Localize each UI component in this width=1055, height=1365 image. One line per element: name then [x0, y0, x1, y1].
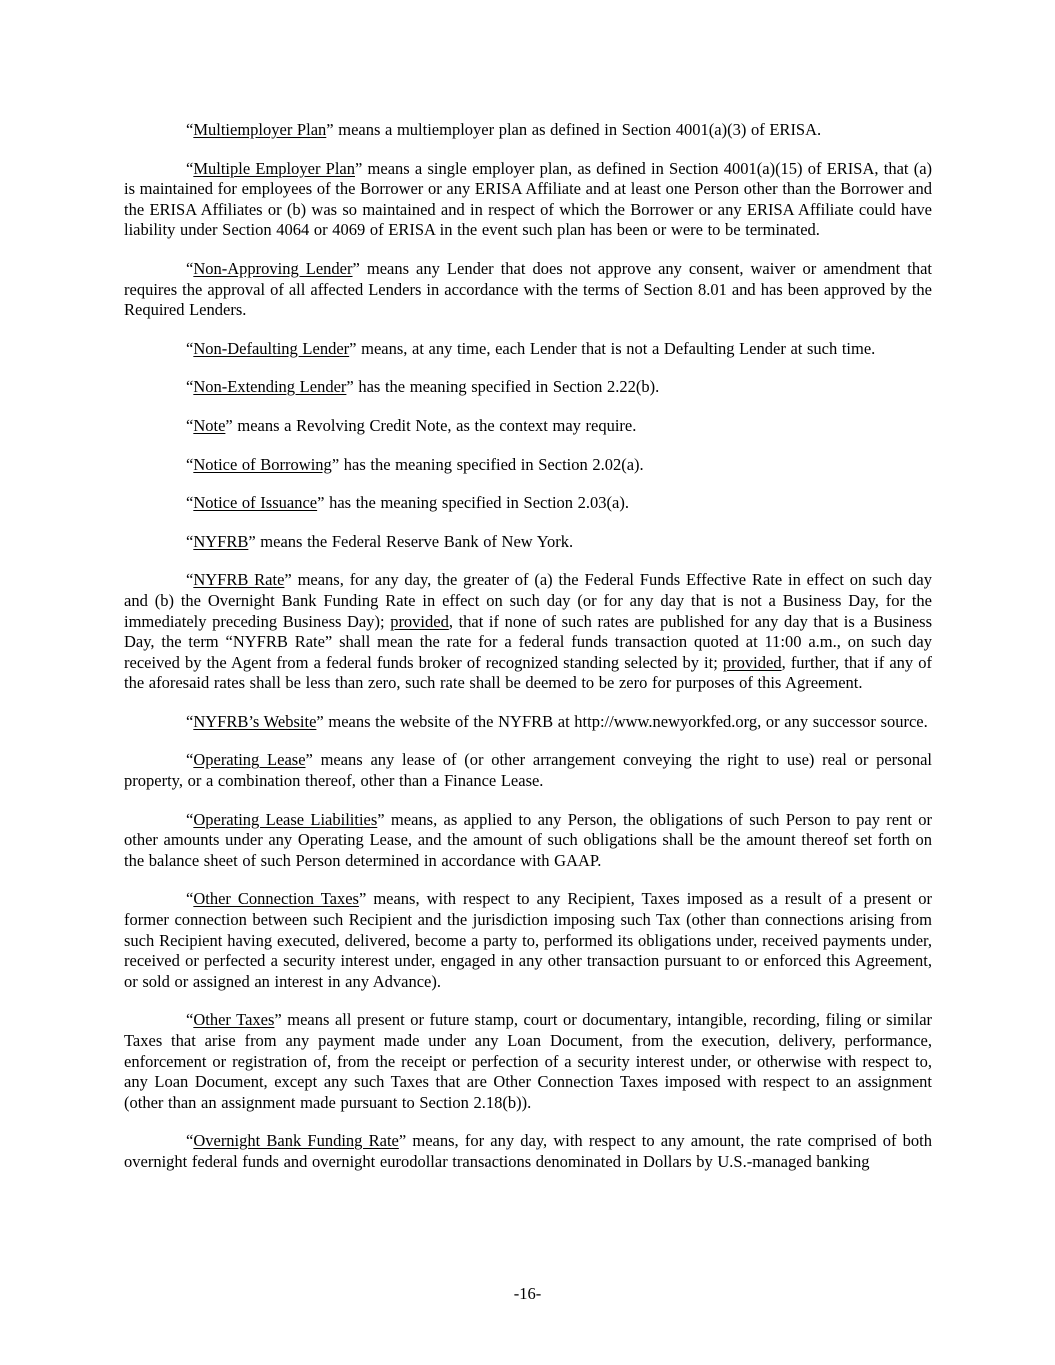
paragraph-text: ” means a Revolving Credit Note, as the context may require. — [225, 415, 637, 435]
definition-paragraph — [124, 532, 932, 553]
paragraph-text: “ — [186, 493, 194, 513]
defined-term: Multiple Employer Plan — [193, 158, 355, 178]
paragraph-text: ” means, for any day, with respect to any amount, the rate comprised of both overnight federal funds and overnight eurodollar transactions denominated in Dollars by U.S.-managed banking — [124, 1131, 932, 1171]
defined-term: provided — [722, 652, 782, 672]
paragraph-text: ” means any lease of (or other arrangement conveying the right to use) real or personal property, or a combination thereof, other than a Finance Lease. — [124, 750, 932, 791]
paragraph-text: “ — [186, 809, 194, 829]
defined-term: Other Taxes — [193, 1010, 275, 1030]
paragraph-text: “ — [186, 258, 194, 278]
defined-term: Non-Defaulting Lender — [193, 338, 350, 358]
page-number: -16- — [513, 1284, 542, 1303]
defined-term: Non-Approving Lender — [193, 258, 353, 278]
definition-paragraph — [124, 159, 932, 241]
defined-term: NYFRB’s Website — [193, 711, 317, 731]
defined-term: Notice of Borrowing — [193, 454, 332, 474]
defined-term: Operating Lease Liabilities — [193, 809, 378, 829]
definition-paragraph — [124, 1010, 932, 1113]
paragraph-text: ” has the meaning specified in Section 2.03(a). — [317, 493, 629, 513]
definition-paragraph — [124, 339, 932, 360]
definition-paragraph — [124, 416, 932, 437]
paragraph-text: , that if none of such rates are published for any day that is a Business Day, the term “NYFRB Rate” shall mean the rate for a federal funds transaction quoted at 11:00 a.m., on such day received by the Agent from a federal funds broker of recognized standing selected by it; — [124, 611, 932, 672]
definition-paragraph — [124, 1131, 932, 1172]
definition-paragraph — [124, 810, 932, 872]
paragraph-text: ” has the meaning specified in Section 2.22(b). — [346, 377, 660, 397]
definition-paragraph — [124, 259, 932, 321]
paragraph-text: “ — [186, 158, 194, 178]
definition-paragraph — [124, 570, 932, 694]
defined-term: Non-Extending Lender — [193, 377, 347, 397]
paragraph-text: ” means, as applied to any Person, the obligations of such Person to pay rent or other amounts under any Operating Lease, and the amount of such obligations shall be the amount thereof set forth on the balance sheet of such Person determined in accordance with GAAP. — [124, 809, 932, 870]
defined-term: Other Connection Taxes — [193, 889, 359, 909]
paragraph-text: “ — [186, 1131, 194, 1151]
definition-paragraph — [124, 377, 932, 398]
paragraph-text: ” means the Federal Reserve Bank of New York. — [248, 531, 574, 551]
definition-paragraph — [124, 493, 932, 514]
defined-term: Notice of Issuance — [193, 493, 318, 513]
paragraph-text: ” means, for any day, the greater of (a) the Federal Funds Effective Rate in effect on such day and (b) the Overnight Bank Funding Rate in effect on such day (or for any day that is not a Business Day, for the immediately preceding Business Day); — [124, 570, 932, 631]
paragraph-text: “ — [186, 415, 194, 435]
paragraph-text: ” means any Lender that does not approve any consent, waiver or amendment that requires the approval of all affected Lenders in accordance with the terms of Section 8.01 and has been approved by the Required Lenders. — [124, 258, 932, 320]
paragraph-text: “ — [186, 750, 194, 770]
paragraph-text: ” means the website of the NYFRB at http://www.newyorkfed.org, or any successor source. — [316, 711, 928, 731]
defined-term: Note — [193, 415, 226, 435]
paragraph-text: “ — [186, 711, 194, 731]
paragraph-text: “ — [186, 531, 194, 551]
paragraph-text: “ — [186, 454, 194, 474]
paragraph-text: , further, that if any of the aforesaid rates shall be less than zero, such rate shall be deemed to be zero for purposes of this Agreement. — [124, 652, 932, 693]
paragraph-text: ” means, at any time, each Lender that is not a Defaulting Lender at such time. — [349, 338, 876, 358]
paragraph-text: ” has the meaning specified in Section 2.02(a). — [331, 454, 644, 474]
definition-paragraph — [124, 120, 932, 141]
defined-term: Overnight Bank Funding Rate — [193, 1131, 399, 1151]
paragraph-text: “ — [186, 889, 194, 909]
paragraph-text: “ — [186, 338, 194, 358]
definition-paragraph — [124, 455, 932, 476]
paragraph-text: “ — [186, 120, 194, 139]
paragraph-text: ” means a multiemployer plan as defined in Section 4001(a)(3) of ERISA. — [326, 120, 822, 139]
definition-paragraph — [124, 712, 932, 733]
document-body — [124, 120, 932, 1173]
paragraph-text: “ — [186, 377, 194, 397]
defined-term: provided — [390, 611, 449, 631]
paragraph-text: ” means all present or future stamp, court or documentary, intangible, recording, filing or similar Taxes that arise from any payment made under any Loan Document, from the execution, delivery, performance, enforcement or registration of, from the receipt or perfection of a security interest under, or otherwise with respect to, any Loan Document, except any such Taxes that are Other Connection Taxes imposed with respect to an assignment (other than an assignment made pursuant to Section 2.18(b)). — [124, 1010, 933, 1112]
paragraph-text: ” means a single employer plan, as defined in Section 4001(a)(15) of ERISA, that (a) is maintained for employees of the Borrower or any ERISA Affiliate and at least one Person other than the Borrower and the ERISA Affiliates or (b) was so maintained and in respect of which the Borrower or any ERISA Affiliate could have liability under Section 4064 or 4069 of ERISA in the event such plan has been or were to be terminated. — [124, 158, 933, 240]
paragraph-text: “ — [186, 570, 194, 590]
definition-paragraph — [124, 889, 932, 992]
paragraph-text: ” means, with respect to any Recipient, Taxes imposed as a result of a present or former connection between such Recipient and the jurisdiction imposing such Tax (other than connections arising from such Recipient having executed, delivered, become a party to, performed its obligations under, received payments under, received or perfected a security interest under, engaged in any other transaction pursuant to or enforced this Agreement, or sold or assigned an interest in any Advance). — [124, 889, 932, 991]
paragraph-text: “ — [186, 1010, 194, 1030]
defined-term: NYFRB Rate — [193, 570, 285, 590]
definition-paragraph — [124, 750, 932, 791]
defined-term: Multiemployer Plan — [193, 120, 327, 139]
defined-term: NYFRB — [193, 531, 249, 551]
defined-term: Operating Lease — [193, 750, 306, 770]
